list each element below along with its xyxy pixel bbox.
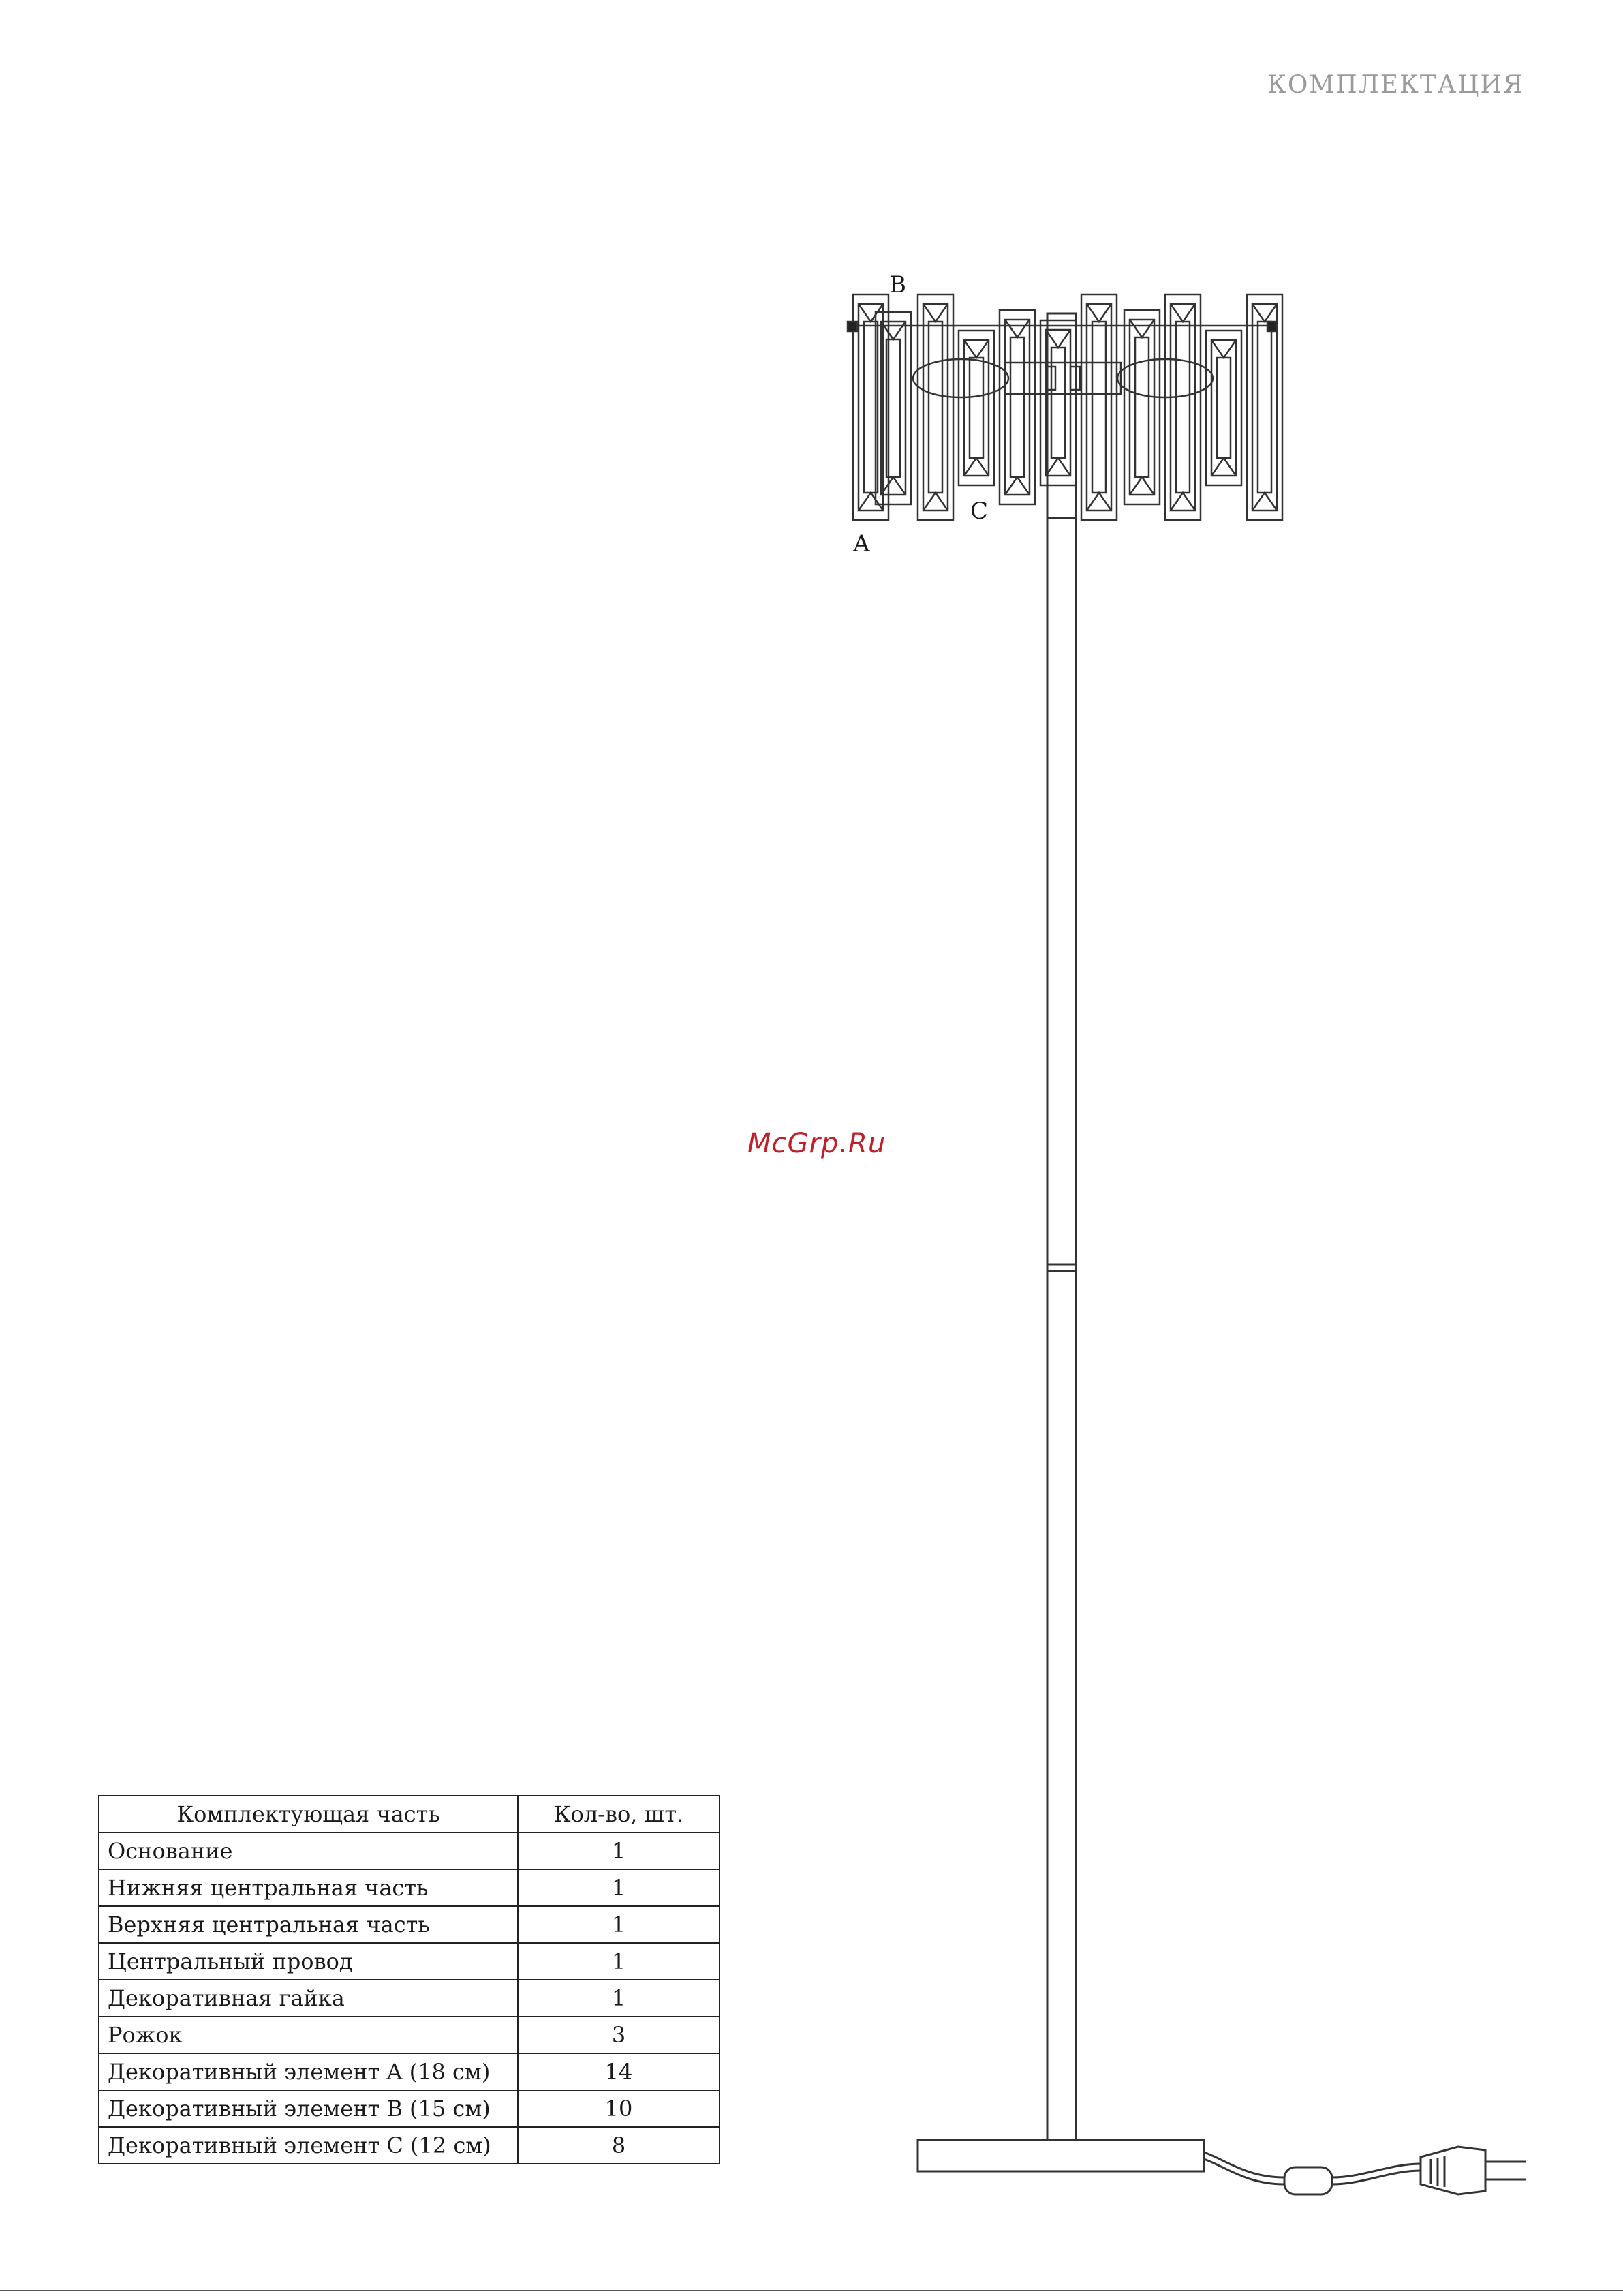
lamp-holder <box>1005 363 1121 394</box>
part-name: Декоративный элемент C (12 см) <box>99 2127 518 2164</box>
part-qty: 1 <box>518 1980 720 2017</box>
column-header-part: Комплектующая часть <box>99 1796 518 1833</box>
table-row <box>99 1980 720 2017</box>
decorative-element <box>1040 320 1076 485</box>
decorative-element <box>876 312 911 504</box>
decorative-element <box>1206 331 1241 485</box>
section-title: КОМПЛЕКТАЦИЯ <box>1267 71 1524 99</box>
part-name: Рожок <box>99 2017 518 2053</box>
table-row <box>99 2017 720 2053</box>
part-name: Нижняя центральная часть <box>99 1869 518 1906</box>
column-header-qty: Кол-во, шт. <box>518 1796 720 1833</box>
ring-clip-left <box>848 322 857 331</box>
table-row <box>99 2090 720 2127</box>
table-row <box>99 1943 720 1980</box>
part-qty: 8 <box>518 2127 720 2164</box>
parts-table <box>98 1795 720 2164</box>
part-name: Декоративный элемент A (18 см) <box>99 2053 518 2090</box>
table-row <box>99 1833 720 1869</box>
table-row <box>99 1869 720 1906</box>
callout-b: B <box>889 271 906 299</box>
decorative-element <box>918 294 953 520</box>
callout-c: C <box>970 498 989 525</box>
part-name: Верхняя центральная часть <box>99 1906 518 1943</box>
lamp-pole <box>1047 313 1076 2140</box>
table-row <box>99 2053 720 2090</box>
part-qty: 1 <box>518 1906 720 1943</box>
decorative-element <box>1165 294 1201 520</box>
lamp-shade <box>848 294 1282 520</box>
power-cord <box>1204 2147 1526 2194</box>
page-bottom-rule <box>0 2290 1623 2291</box>
part-name: Центральный провод <box>99 1943 518 1980</box>
lamp-base <box>918 2140 1204 2171</box>
part-name: Основание <box>99 1833 518 1869</box>
part-qty: 1 <box>518 1943 720 1980</box>
decorative-element <box>1081 294 1117 520</box>
decorative-element <box>1124 310 1160 504</box>
table-header-row <box>99 1796 720 1833</box>
part-name: Декоративный элемент B (15 см) <box>99 2090 518 2127</box>
part-qty: 14 <box>518 2053 720 2090</box>
watermark: McGrp.Ru <box>747 1128 886 1159</box>
table-row <box>99 2127 720 2164</box>
table-row <box>99 1906 720 1943</box>
part-qty: 1 <box>518 1869 720 1906</box>
part-qty: 1 <box>518 1833 720 1869</box>
part-name: Декоративная гайка <box>99 1980 518 2017</box>
decorative-element <box>853 294 888 520</box>
callout-a: A <box>853 530 870 557</box>
ring-clip-right <box>1267 322 1277 331</box>
part-qty: 10 <box>518 2090 720 2127</box>
part-qty: 3 <box>518 2017 720 2053</box>
decorative-element <box>959 331 994 485</box>
decorative-element <box>1000 310 1035 504</box>
